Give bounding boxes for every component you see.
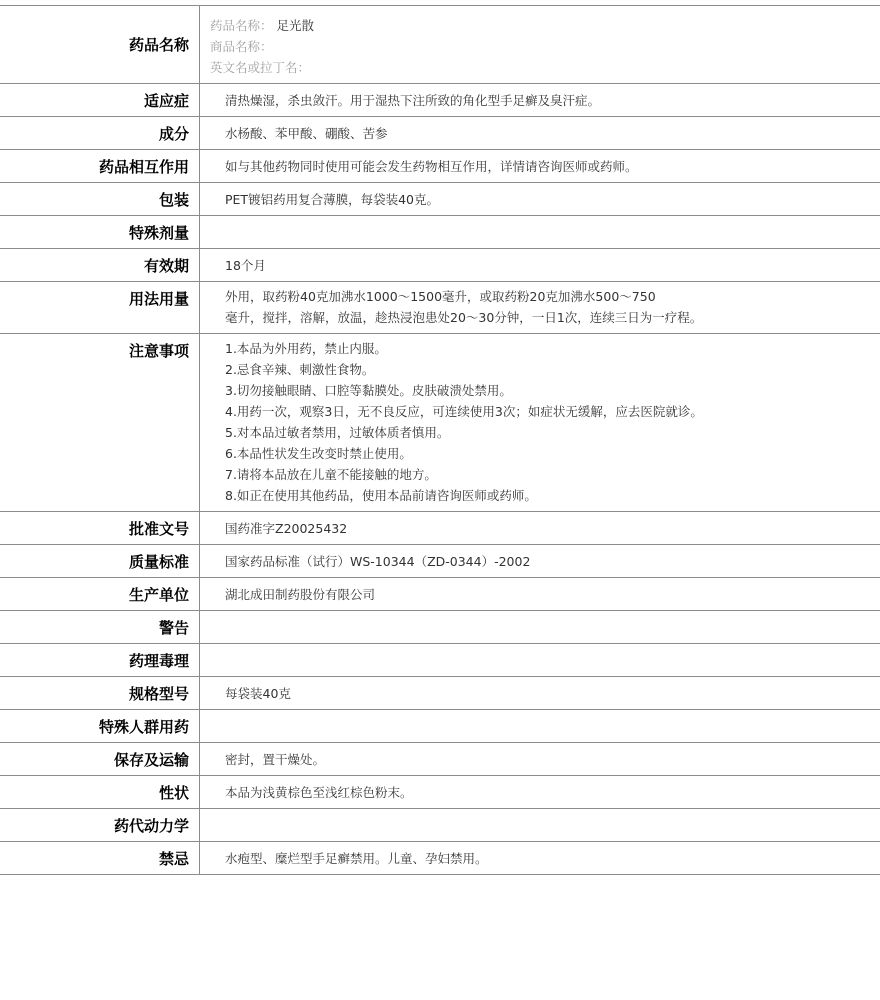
pharmacokinetics-value (200, 809, 880, 841)
row-storage (0, 743, 880, 776)
row-label: 包装 (0, 183, 200, 215)
row-approval-number (0, 512, 880, 545)
trade-name-key: 商品名称： (210, 39, 273, 54)
row-label: 药理毒理 (0, 644, 200, 676)
row-precautions (0, 334, 880, 512)
drug-name-values (200, 6, 880, 83)
interactions-value: 如与其他药物同时使用可能会发生药物相互作用，详情请咨询医师或药师。 (225, 159, 638, 174)
row-packaging (0, 183, 880, 216)
usage-value (200, 282, 880, 333)
row-label: 特殊人群用药 (0, 710, 200, 742)
row-specification (0, 677, 880, 710)
row-pharmacokinetics (0, 809, 880, 842)
row-label: 警告 (0, 611, 200, 643)
row-drug-name (0, 6, 880, 84)
row-label: 药品名称 (0, 6, 200, 83)
toxicology-value (200, 644, 880, 676)
usage-line: 毫升，搅拌，溶解，放温，趁热浸泡患处20～30分钟，一日1次，连续三日为一疗程。 (225, 310, 703, 325)
row-usage (0, 282, 880, 334)
precaution-item: 4.用药一次，观察3日，无不良反应，可连续使用3次；如症状无缓解，应去医院就诊。 (225, 404, 703, 419)
shelf-life-value: 18个月 (225, 258, 266, 273)
trade-name-line (210, 36, 880, 57)
row-label: 禁忌 (0, 842, 200, 874)
generic-name-line (210, 15, 880, 36)
storage-value: 密封，置干燥处。 (225, 752, 326, 767)
precaution-item: 3.切勿接触眼睛、口腔等黏膜处。皮肤破溃处禁用。 (225, 383, 512, 398)
precaution-item: 7.请将本品放在儿童不能接触的地方。 (225, 467, 437, 482)
row-indications (0, 84, 880, 117)
row-label: 批准文号 (0, 512, 200, 544)
row-ingredients (0, 117, 880, 150)
drug-info-table (0, 5, 880, 875)
generic-name-value: 足光散 (276, 18, 315, 33)
row-label: 注意事项 (0, 334, 200, 511)
english-name-line (210, 57, 880, 78)
row-label: 适应症 (0, 84, 200, 116)
indications-value: 清热燥湿，杀虫敛汗。用于湿热下注所致的角化型手足癣及臭汗症。 (225, 93, 601, 108)
generic-name-key: 药品名称： (210, 18, 273, 33)
row-label: 性状 (0, 776, 200, 808)
warning-value (200, 611, 880, 643)
row-quality-standard (0, 545, 880, 578)
precaution-item: 6.本品性状发生改变时禁止使用。 (225, 446, 412, 461)
precaution-item: 1.本品为外用药，禁止内服。 (225, 341, 387, 356)
approval-number-value: 国药准字Z20025432 (225, 521, 348, 536)
row-special-populations (0, 710, 880, 743)
precaution-item: 8.如正在使用其他药品，使用本品前请咨询医师或药师。 (225, 488, 537, 503)
row-description (0, 776, 880, 809)
row-toxicology (0, 644, 880, 677)
row-label: 规格型号 (0, 677, 200, 709)
row-label: 生产单位 (0, 578, 200, 610)
precaution-item: 2.忌食辛辣、刺激性食物。 (225, 362, 375, 377)
manufacturer-value: 湖北成田制药股份有限公司 (225, 587, 376, 602)
ingredients-value: 水杨酸、苯甲酸、硼酸、苦参 (225, 126, 388, 141)
row-shelf-life (0, 249, 880, 282)
contraindications-value: 水疱型、糜烂型手足癣禁用。儿童、孕妇禁用。 (225, 851, 488, 866)
special-dosage-value (200, 216, 880, 248)
row-special-dosage (0, 216, 880, 249)
precautions-list (200, 334, 880, 511)
quality-standard-value: 国家药品标准（试行）WS-10344（ZD-0344）-2002 (225, 554, 531, 569)
specification-value: 每袋装40克 (225, 686, 291, 701)
row-warning (0, 611, 880, 644)
row-contraindications (0, 842, 880, 875)
packaging-value: PET镀铝药用复合薄膜，每袋装40克。 (225, 192, 439, 207)
description-value: 本品为浅黄棕色至浅红棕色粉末。 (225, 785, 413, 800)
row-label: 用法用量 (0, 282, 200, 333)
row-manufacturer (0, 578, 880, 611)
row-label: 药品相互作用 (0, 150, 200, 182)
row-label: 保存及运输 (0, 743, 200, 775)
usage-line: 外用，取药粉40克加沸水1000～1500毫升，或取药粉20克加沸水500～750 (225, 289, 656, 304)
english-name-key: 英文名或拉丁名： (210, 60, 311, 75)
special-populations-value (200, 710, 880, 742)
row-label: 质量标准 (0, 545, 200, 577)
row-label: 有效期 (0, 249, 200, 281)
row-label: 成分 (0, 117, 200, 149)
precaution-item: 5.对本品过敏者禁用，过敏体质者慎用。 (225, 425, 450, 440)
row-interactions (0, 150, 880, 183)
row-label: 特殊剂量 (0, 216, 200, 248)
row-label: 药代动力学 (0, 809, 200, 841)
